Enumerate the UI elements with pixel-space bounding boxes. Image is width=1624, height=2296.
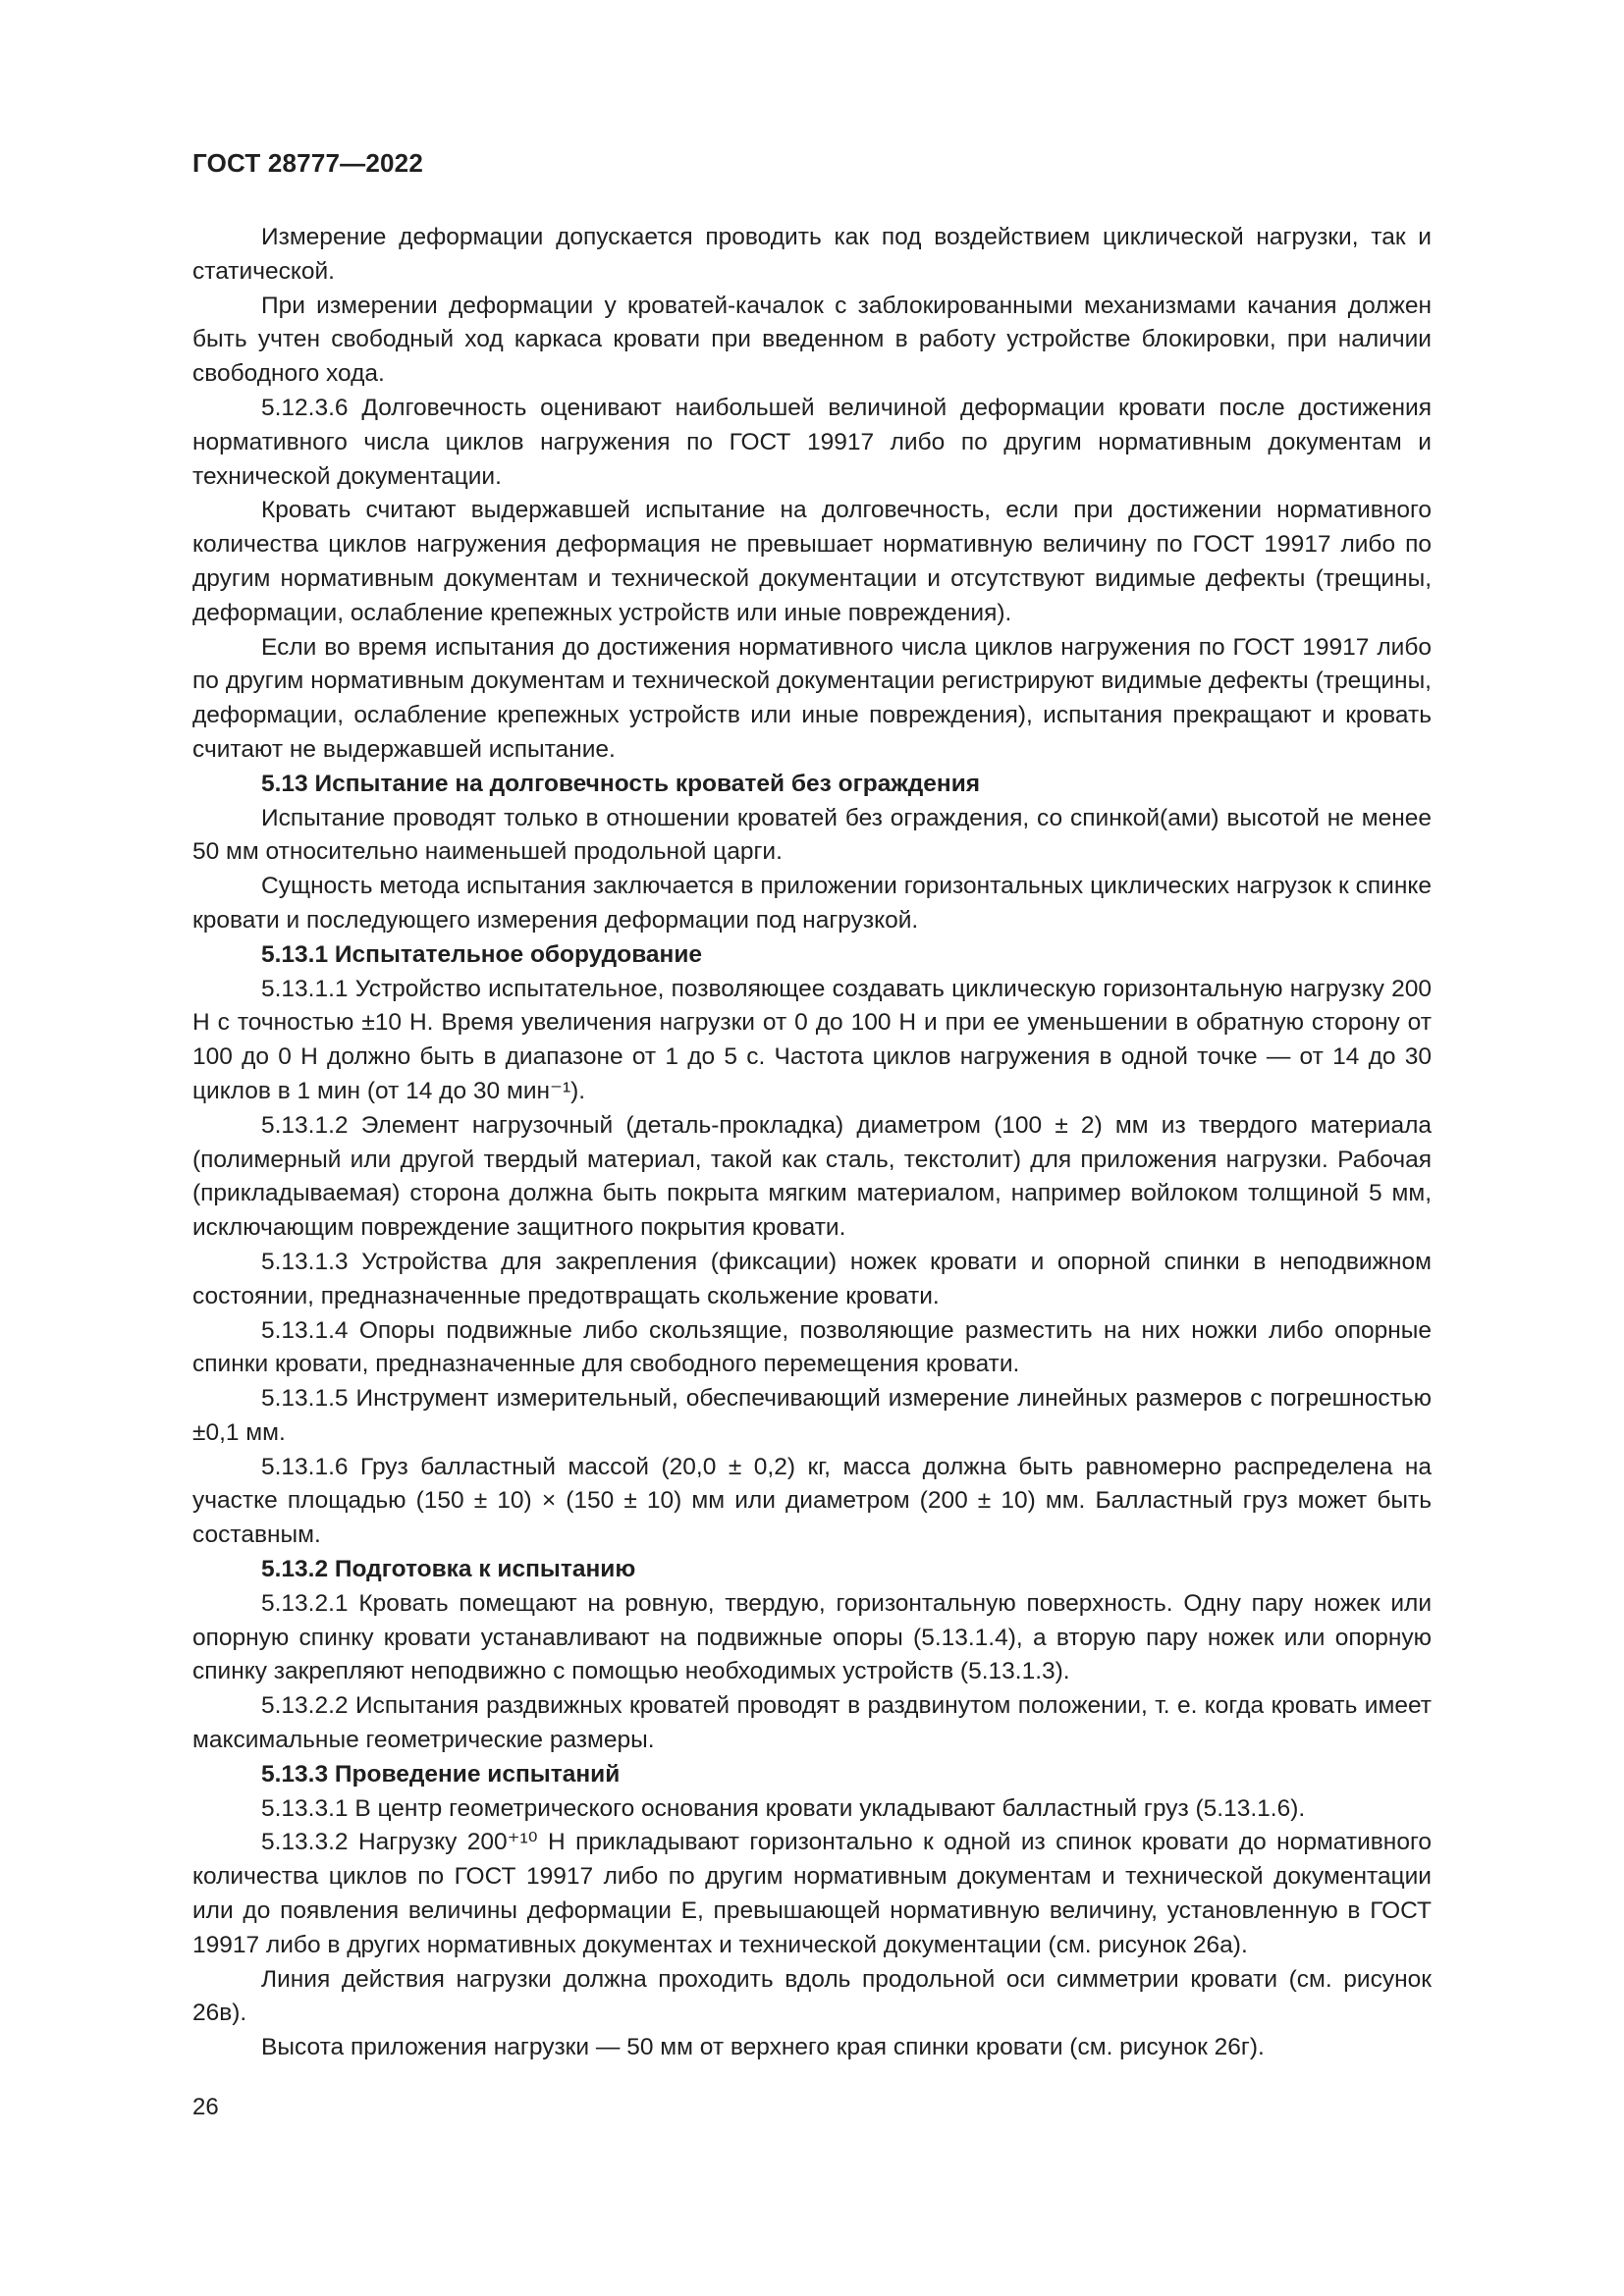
document-body	[192, 221, 1432, 2065]
paragraph: 5.13.3.1 В центр геометрического основания кровати укладывают балластный груз (5.13.1.6).	[261, 1794, 1306, 1822]
paragraph: Кровать считают выдержавшей испытание на долговечность, если при достижении нормативного количества циклов нагружения деформация не превышает нормативную величину по ГОСТ 19917 либо по другим нормативным документам и технической документации и отсутствуют видимые дефекты (трещины, деформации, ослабление крепежных устройств или иные повреждения).	[192, 497, 1432, 626]
paragraph: Измерение деформации допускается проводить как под воздействием циклической нагрузки, так и статической.	[192, 224, 1432, 285]
document-header: ГОСТ 28777—2022	[192, 148, 423, 178]
paragraph: 5.13.1.3 Устройства для закрепления (фиксации) ножек кровати и опорной спинки в неподвижном состоянии, предназначенные предотвращать скольжение кровати.	[192, 1248, 1432, 1309]
section-heading: 5.13 Испытание на долговечность кроватей без ограждения	[261, 770, 981, 797]
paragraph: Если во время испытания до достижения нормативного числа циклов нагружения по ГОСТ 19917 либо по другим нормативным документам и технической документации регистрируют видимые дефекты (трещины, деформации, ослабление крепежных устройств или иные повреждения), испытания прекращают и кровать считают не выдержавшей испытание.	[192, 633, 1432, 763]
paragraph: 5.13.1.6 Груз балластный массой (20,0 ± 0,2) кг, масса должна быть равномерно распределена на участке площадью (150 ± 10) × (150 ± 10) мм или диаметром (200 ± 10) мм. Балластный груз может быть составным.	[192, 1453, 1432, 1549]
paragraph: Испытание проводят только в отношении кроватей без ограждения, со спинкой(ами) высотой не менее 50 мм относительно наименьшей продольной царги.	[192, 804, 1432, 866]
paragraph: 5.13.2.2 Испытания раздвижных кроватей проводят в раздвинутом положении, т. е. когда кровать имеет максимальные геометрические размеры.	[192, 1692, 1432, 1754]
section-heading: 5.13.1 Испытательное оборудование	[261, 940, 703, 968]
paragraph: 5.13.1.1 Устройство испытательное, позволяющее создавать циклическую горизонтальную нагрузку 200 Н с точностью ±10 Н. Время увеличения нагрузки от 0 до 100 Н и при ее уменьшении в обратную сторону от 100 до 0 Н должно быть в диапазоне от 1 до 5 с. Частота циклов нагружения в одной точке — от 14 до 30 циклов в 1 мин (от 14 до 30 мин⁻¹).	[192, 975, 1432, 1104]
section-heading: 5.13.3 Проведение испытаний	[261, 1760, 621, 1788]
page-number: 26	[192, 2094, 219, 2120]
paragraph: 5.13.1.4 Опоры подвижные либо скользящие, позволяющие разместить на них ножки либо опорные спинки кровати, предназначенные для свободного перемещения кровати.	[192, 1316, 1432, 1378]
paragraph: Сущность метода испытания заключается в приложении горизонтальных циклических нагрузок к спинке кровати и последующего измерения деформации под нагрузкой.	[192, 873, 1432, 934]
section-heading: 5.13.2 Подготовка к испытанию	[261, 1556, 636, 1583]
paragraph: 5.12.3.6 Долговечность оценивают наибольшей величиной деформации кровати после достижения нормативного числа циклов нагружения по ГОСТ 19917 либо по другим нормативным документам и технической документации.	[192, 394, 1432, 490]
paragraph: 5.13.3.2 Нагрузку 200⁺¹⁰ Н прикладывают горизонтально к одной из спинок кровати до нормативного количества циклов по ГОСТ 19917 либо по другим нормативным документам и технической документации или до появления величины деформации Е, превышающей нормативную величину, установленную в ГОСТ 19917 либо в других нормативных документах и технической документации (см. рисунок 26а).	[192, 1829, 1432, 1958]
paragraph: 5.13.2.1 Кровать помещают на ровную, твердую, горизонтальную поверхность. Одну пару ножек или опорную спинку кровати устанавливают на подвижные опоры (5.13.1.4), а вторую пару ножек или опорную спинку закрепляют неподвижно с помощью необходимых устройств (5.13.1.3).	[192, 1589, 1432, 1685]
paragraph: 5.13.1.5 Инструмент измерительный, обеспечивающий измерение линейных размеров с погрешностью ±0,1 мм.	[192, 1385, 1432, 1446]
paragraph: При измерении деформации у кроватей-качалок с заблокированными механизмами качания должен быть учтен свободный ход каркаса кровати при введенном в работу устройстве блокировки, при наличии свободного хода.	[192, 292, 1432, 388]
paragraph: Линия действия нагрузки должна проходить вдоль продольной оси симметрии кровати (см. рисунок 26в).	[192, 1965, 1432, 2027]
paragraph: 5.13.1.2 Элемент нагрузочный (деталь-прокладка) диаметром (100 ± 2) мм из твердого материала (полимерный или другой твердый материал, такой как сталь, текстолит) для приложения нагрузки. Рабочая (прикладываемая) сторона должна быть покрыта мягким материалом, например войлоком толщиной 5 мм, исключающим повреждение защитного покрытия кровати.	[192, 1111, 1432, 1242]
paragraph: Высота приложения нагрузки — 50 мм от верхнего края спинки кровати (см. рисунок 26г).	[261, 2034, 1265, 2061]
